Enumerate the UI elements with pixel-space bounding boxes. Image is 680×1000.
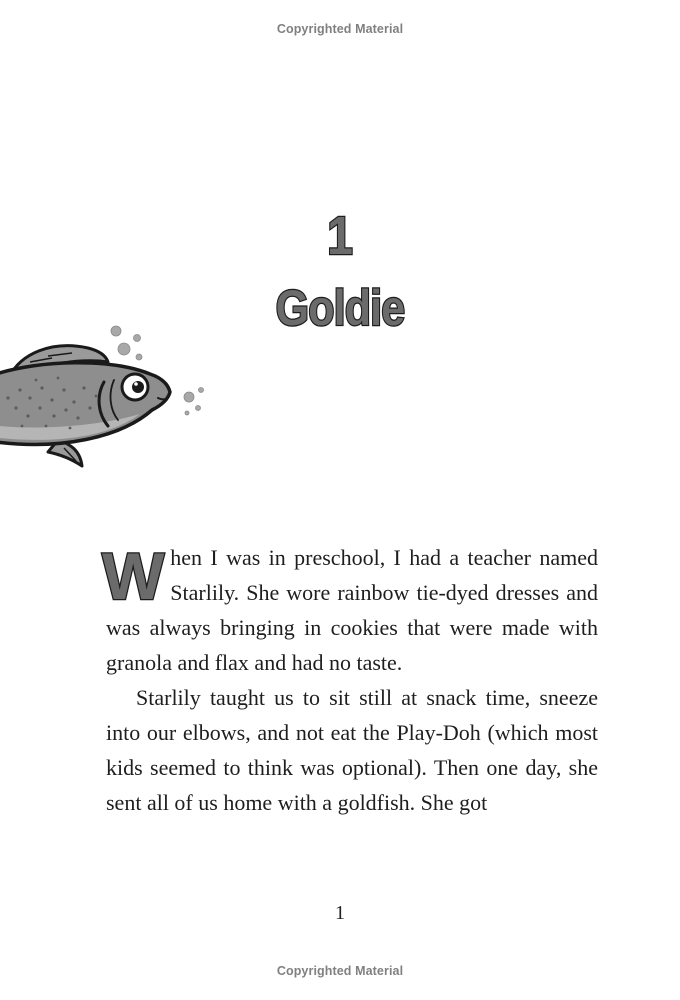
paragraph-2: Starlily taught us to sit still at snack time, sneeze into our elbows, and not eat the Play-Doh (which most kids seemed to think was optional). Then one day, she sent all of us home with a goldfish. She got xyxy=(106,685,598,815)
chapter-title: Goldie xyxy=(275,280,405,336)
paragraph-1 xyxy=(102,539,598,680)
copyright-footer: Copyrighted Material xyxy=(276,964,404,978)
drop-cap: W xyxy=(102,539,165,613)
page-number: 1 xyxy=(335,902,345,924)
chapter-number: 1 xyxy=(327,206,353,266)
body-text xyxy=(102,539,598,820)
paragraph-1-text: hen I was in preschool, I had a teacher named Starlily. She wore rainbow tie-dyed dresses and was always bringing in cookies that were made with granola and flax and had no taste. xyxy=(106,545,598,675)
goldfish-illustration-icon xyxy=(0,318,215,478)
copyright-header: Copyrighted Material xyxy=(276,22,404,36)
